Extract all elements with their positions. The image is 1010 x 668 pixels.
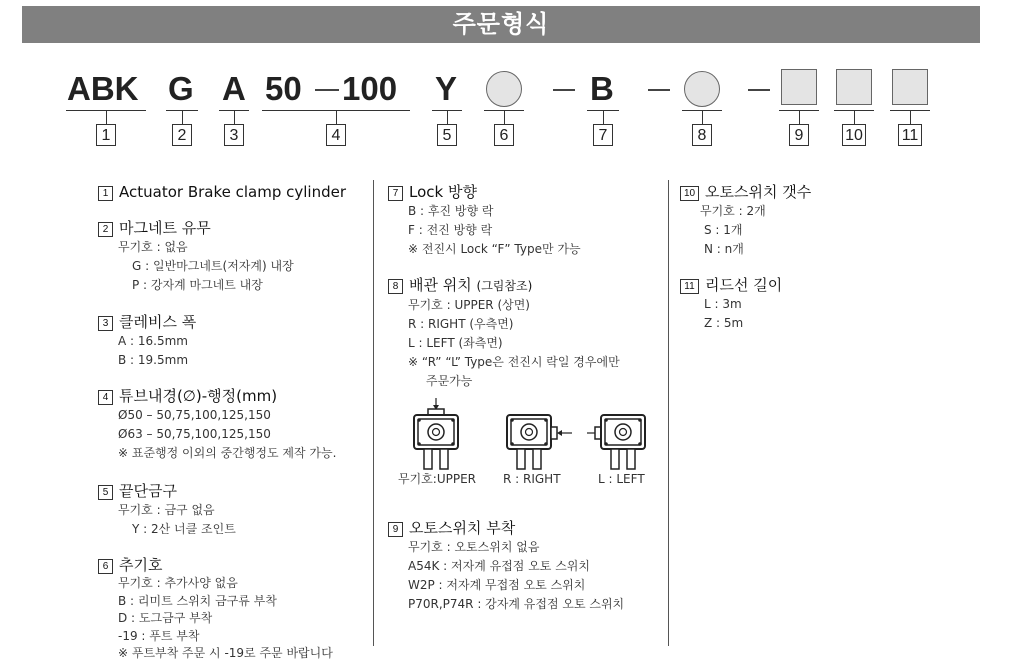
option-line: 무기호 : 추가사양 없음 <box>118 576 238 590</box>
code-lock: B <box>590 70 614 107</box>
section-number: 1 <box>98 186 113 201</box>
note-line: ※ 표준행정 이외의 중간행정도 제작 가능. <box>118 446 337 460</box>
note-line: ※ “R” “L” Type은 전진시 락일 경우에만 <box>408 355 620 369</box>
number-box-10: 10 <box>842 124 866 146</box>
option-line: 무기호 : UPPER (상면) <box>408 298 530 312</box>
section-number: 4 <box>98 390 113 405</box>
tick <box>336 110 337 124</box>
section-8 <box>388 275 620 391</box>
column-divider <box>668 180 669 646</box>
code-lead-box <box>892 69 928 105</box>
piping-right-figure <box>507 415 572 469</box>
section-number: 5 <box>98 485 113 500</box>
section-11 <box>680 275 782 333</box>
number-box-5: 5 <box>437 124 457 146</box>
section-number: 7 <box>388 186 403 201</box>
piping-left-label: L : LEFT <box>598 472 645 486</box>
option-line: Ø50 – 50,75,100,125,150 <box>118 408 271 422</box>
code-magnet: G <box>168 70 194 107</box>
section-number: 8 <box>388 279 403 294</box>
tick <box>799 110 800 124</box>
section-1 <box>98 182 346 202</box>
section-title: 추기호 <box>119 556 163 574</box>
code-piping-circle <box>684 71 720 107</box>
piping-upper-figure <box>414 398 458 469</box>
note-line: ※ 푸트부착 주문 시 -19로 주문 바랍니다 <box>118 646 333 660</box>
option-line: B : 19.5mm <box>118 353 189 367</box>
section-5 <box>98 481 236 539</box>
number-box-2: 2 <box>172 124 192 146</box>
number-box-9: 9 <box>789 124 809 146</box>
section-6 <box>98 555 333 663</box>
number-box-1: 1 <box>96 124 116 146</box>
code-dash <box>648 89 670 91</box>
option-line: P70R,P74R : 강자계 유접점 오토 스위치 <box>408 597 625 611</box>
section-3 <box>98 312 196 370</box>
option-line: 무기호 : 2개 <box>700 204 766 218</box>
note-line: ※ 전진시 Lock “F” Type만 가능 <box>408 242 581 256</box>
section-title: 마그네트 유무 <box>119 219 211 237</box>
section-title: 오토스위치 갯수 <box>705 183 812 201</box>
tick <box>106 110 107 124</box>
code-count-box <box>836 69 872 105</box>
section-title: 리드선 길이 <box>705 276 783 294</box>
section-number: 2 <box>98 222 113 237</box>
section-title-note: (그림참조) <box>476 279 533 293</box>
section-title: 끝단금구 <box>119 482 177 500</box>
tick <box>854 110 855 124</box>
section-7 <box>388 182 581 259</box>
option-line: A : 16.5mm <box>118 334 188 348</box>
section-2 <box>98 218 294 295</box>
number-box-8: 8 <box>692 124 712 146</box>
number-box-3: 3 <box>224 124 244 146</box>
section-number: 11 <box>680 279 699 294</box>
section-title: 클레비스 폭 <box>119 313 197 331</box>
option-line: 무기호 : 오토스위치 없음 <box>408 540 540 554</box>
tick <box>447 110 448 124</box>
piping-upper-label: 무기호:UPPER <box>398 472 476 486</box>
section-title: 튜브내경(∅)-행정(mm) <box>119 387 278 405</box>
option-line: G : 일반마그네트(저자계) 내장 <box>132 259 294 273</box>
note-line: 주문가능 <box>426 374 473 388</box>
section-title: 배관 위치 <box>409 276 472 294</box>
section-number: 3 <box>98 316 113 331</box>
code-rod-end: Y <box>435 70 458 107</box>
option-line: L : 3m <box>704 297 742 311</box>
number-box-6: 6 <box>494 124 514 146</box>
tick <box>603 110 604 124</box>
option-line: W2P : 저자계 무접점 오토 스위치 <box>408 578 586 592</box>
option-line: Z : 5m <box>704 316 744 330</box>
tick <box>504 110 505 124</box>
option-line: R : RIGHT (우측면) <box>408 317 514 331</box>
option-line: 무기호 : 없음 <box>118 240 188 254</box>
section-number: 9 <box>388 522 403 537</box>
tick <box>702 110 703 124</box>
code-dash <box>748 89 770 91</box>
option-line: -19 : 푸트 부착 <box>118 628 200 643</box>
piping-left-figure <box>587 415 645 469</box>
order-code-row <box>0 60 1010 170</box>
page-banner: 주문형식 <box>22 6 980 43</box>
section-title: Lock 방향 <box>409 183 477 201</box>
section-title: Actuator Brake clamp cylinder <box>119 183 347 201</box>
code-series: ABK <box>67 70 139 107</box>
option-line: F : 전진 방향 락 <box>408 223 493 237</box>
code-stroke: 100 <box>342 70 398 107</box>
code-clevis: A <box>222 70 246 107</box>
code-switch-box <box>781 69 817 105</box>
option-line: B : 후진 방향 락 <box>408 204 494 218</box>
tick <box>234 110 235 124</box>
tick <box>910 110 911 124</box>
section-number: 10 <box>680 186 699 201</box>
number-box-11: 11 <box>898 124 922 146</box>
option-line: S : 1개 <box>704 223 743 237</box>
section-9 <box>388 518 624 614</box>
option-line: 무기호 : 금구 없음 <box>118 503 215 517</box>
number-box-7: 7 <box>593 124 613 146</box>
option-line: Y : 2산 너클 조인트 <box>132 522 236 536</box>
option-line: P : 강자계 마그네트 내장 <box>132 278 263 292</box>
option-line: N : n개 <box>704 242 744 256</box>
number-box-4: 4 <box>326 124 346 146</box>
code-dash <box>315 89 339 91</box>
section-10 <box>680 182 811 259</box>
section-4 <box>98 386 336 463</box>
column-divider <box>373 180 374 646</box>
option-line: A54K : 저자계 유접점 오토 스위치 <box>408 559 590 573</box>
option-line: D : 도그금구 부착 <box>118 611 213 625</box>
option-line: L : LEFT (좌측면) <box>408 336 503 350</box>
option-line: B : 리미트 스위치 금구류 부착 <box>118 593 277 608</box>
option-line: Ø63 – 50,75,100,125,150 <box>118 427 271 441</box>
section-number: 6 <box>98 559 113 574</box>
code-dash <box>553 89 575 91</box>
section-title: 오토스위치 부착 <box>409 519 516 537</box>
tick <box>182 110 183 124</box>
code-option-circle <box>486 71 522 107</box>
code-bore: 50 <box>265 70 302 107</box>
piping-right-label: R : RIGHT <box>503 472 561 486</box>
